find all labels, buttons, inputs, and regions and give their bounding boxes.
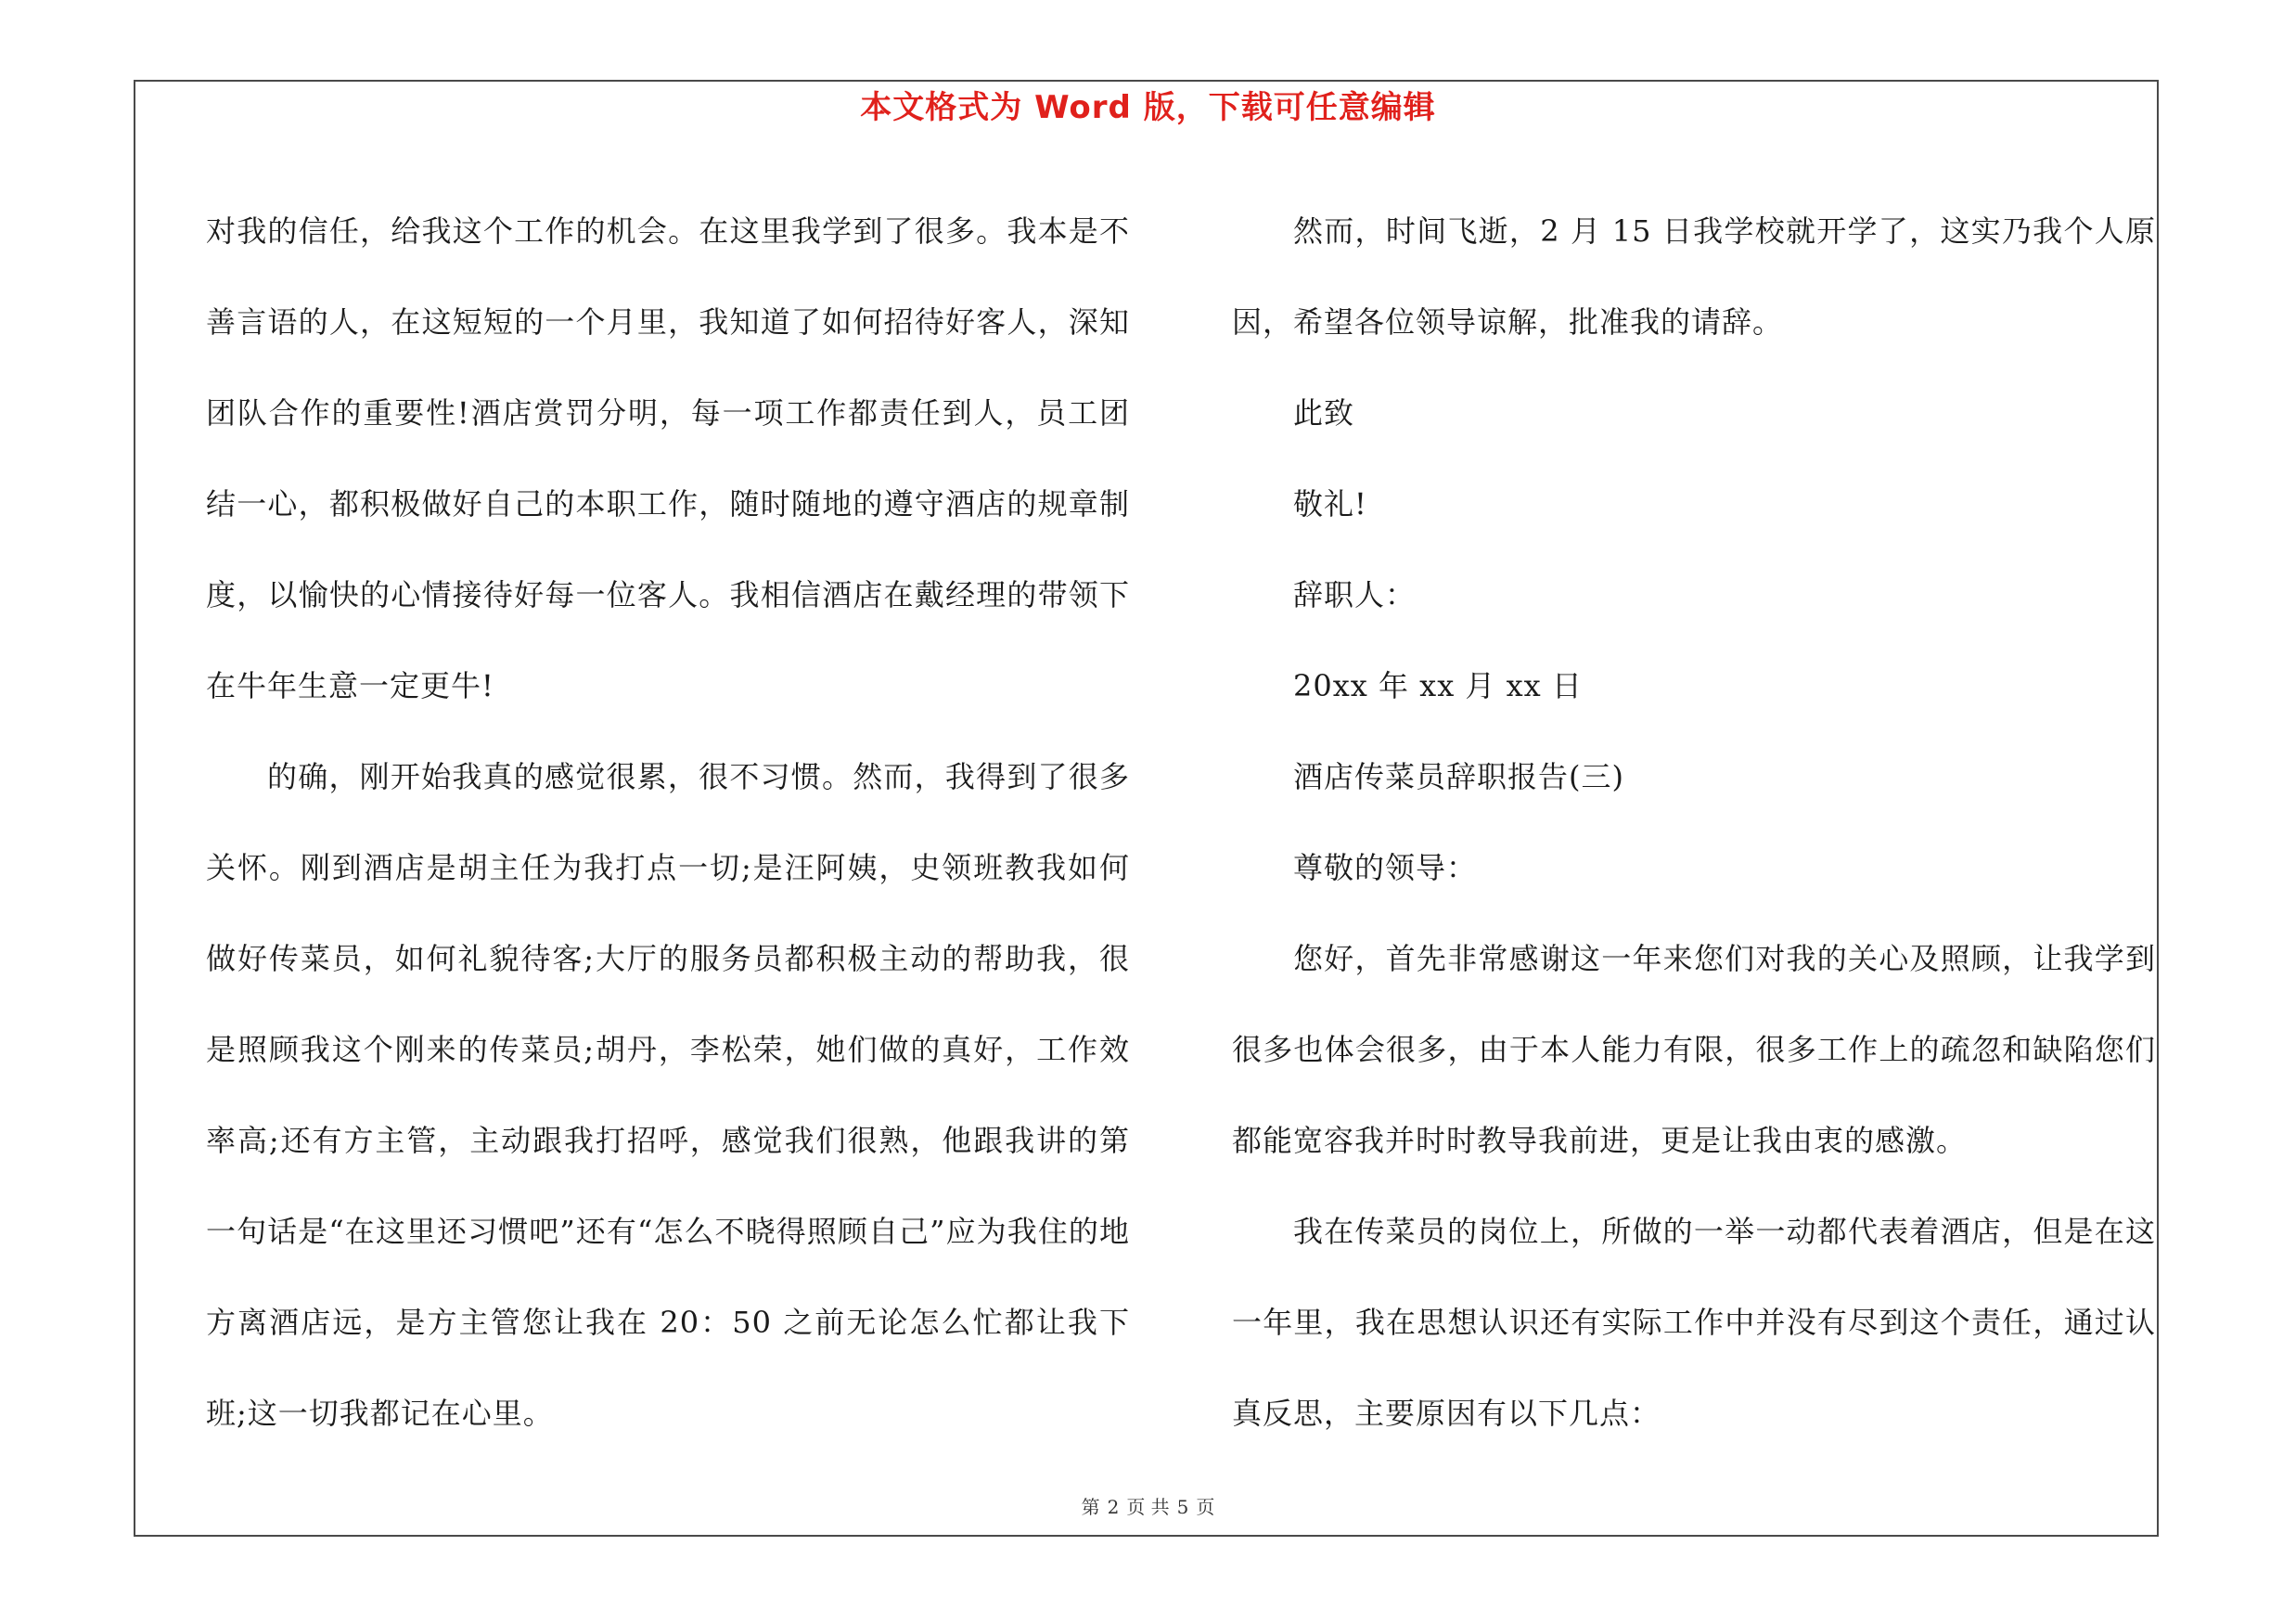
date-line: 20xx 年 xx 月 xx 日: [1293, 668, 1583, 703]
page-label-mid: 页 共: [1126, 1496, 1170, 1518]
word-format-banner: 本文格式为 Word 版，下载可任意编辑: [860, 89, 1436, 126]
page-footer: [0, 1494, 2296, 1520]
closing-salutation: 此致: [1293, 395, 1355, 431]
greeting: 尊敬的领导：: [1293, 850, 1478, 885]
current-page-number: 2: [1107, 1496, 1120, 1518]
left-column: [206, 186, 1130, 1459]
paragraph: 对我的信任，给我这个工作的机会。在这里我学到了很多。我本是不善言语的人，在这短短的一个月里，我知道了如何招待好客人，深知团队合作的重要性!酒店赏罚分明，每一项工作都责任到人，员工团结一心，都积极做好自己的本职工作，随时随地的遵守酒店的规章制度，以愉快的心情接待好每一位客人。我相信酒店在戴经理的带领下在牛年生意一定更牛!: [206, 213, 1130, 703]
page-label-suffix: 页: [1196, 1496, 1215, 1518]
page-label-prefix: 第: [1081, 1496, 1100, 1518]
right-column: [1232, 186, 2156, 1459]
paragraph: 的确，刚开始我真的感觉很累，很不习惯。然而，我得到了很多关怀。刚到酒店是胡主任为我打点一切;是汪阿姨，史领班教我如何做好传菜员，如何礼貌待客;大厅的服务员都积极主动的帮助我，很是照顾我这个刚来的传菜员;胡丹，李松荣，她们做的真好，工作效率高;还有方主管，主动跟我打招呼，感觉我们很熟，他跟我讲的第一句话是“在这里还习惯吧”还有“怎么不晓得照顾自己”应为我住的地方离酒店远，是方主管您让我在 20：50 之前无论怎么忙都让我下班;这一切我都记在心里。: [206, 759, 1130, 1431]
total-pages-number: 5: [1176, 1496, 1189, 1518]
signature-label: 辞职人：: [1293, 577, 1417, 612]
closing-regards: 敬礼!: [1293, 486, 1367, 522]
paragraph: 您好，首先非常感谢这一年来您们对我的关心及照顾，让我学到很多也体会很多，由于本人能力有限，很多工作上的疏忽和缺陷您们都能宽容我并时时教导我前进，更是让我由衷的感激。: [1232, 941, 2156, 1158]
section-title: 酒店传菜员辞职报告(三): [1293, 759, 1624, 794]
paragraph: 我在传菜员的岗位上，所做的一举一动都代表着酒店，但是在这一年里，我在思想认识还有实际工作中并没有尽到这个责任，通过认真反思，主要原因有以下几点：: [1232, 1214, 2156, 1431]
paragraph: 然而，时间飞逝，2 月 15 日我学校就开学了，这实乃我个人原因，希望各位领导谅解，批准我的请辞。: [1232, 213, 2156, 340]
